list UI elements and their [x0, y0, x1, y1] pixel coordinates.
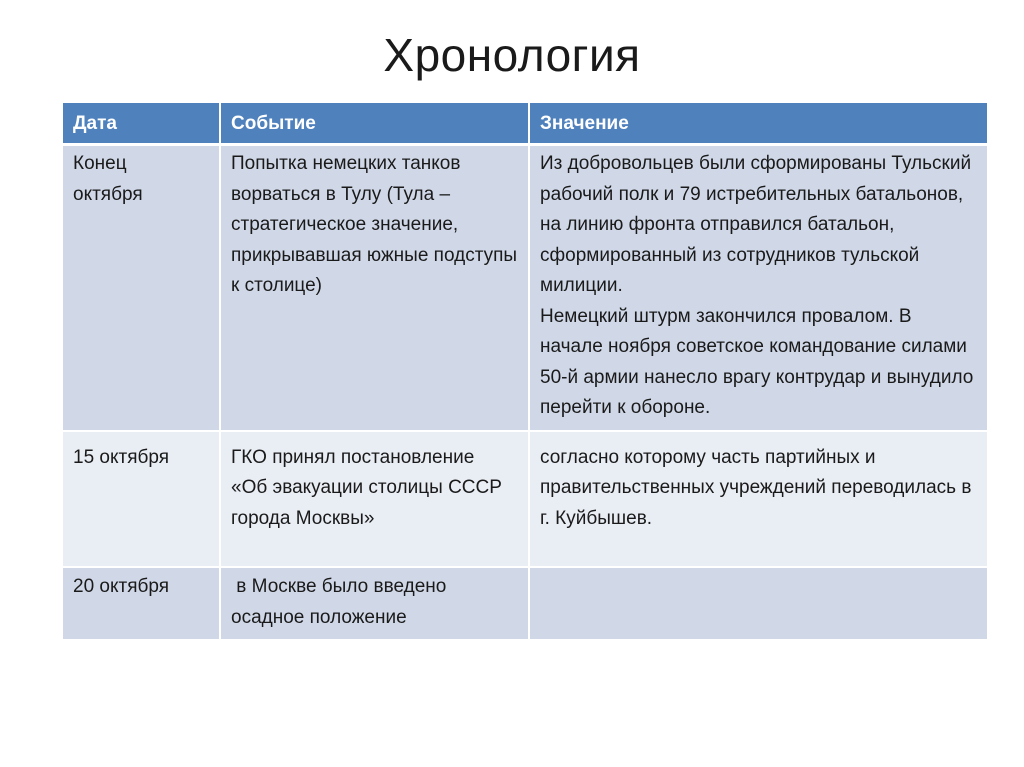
cell-meaning: согласно которому часть партийных и правительственных учреждений переводилась в г. Куйбышев. — [529, 431, 987, 568]
cell-meaning — [529, 567, 987, 640]
table-row — [63, 431, 987, 568]
header-event: Событие — [220, 103, 529, 145]
cell-date: 15 октября — [63, 431, 220, 568]
table-row — [63, 567, 987, 640]
cell-date: 20 октября — [63, 567, 220, 640]
cell-event: Попытка немецких танков ворваться в Тулу (Тула – стратегическое значение, прикрывавшая южные подступы к столице) — [220, 145, 529, 431]
chronology-table — [63, 103, 987, 641]
table-row — [63, 145, 987, 431]
header-date: Дата — [63, 103, 220, 145]
cell-date-text: Конец октября — [73, 153, 143, 205]
cell-event: в Москве было введено осадное положение — [220, 567, 529, 640]
table-header-row — [63, 103, 987, 145]
cell-meaning: Из добровольцев были сформированы Тульский рабочий полк и 79 истребительных батальонов, на линию фронта отправился батальон, сформированный из сотрудников тульской милиции. Немецкий штурм закончился провалом. В начале ноября советское командование силами 50-й армии нанесло врагу контрудар и вынудило перейти к обороне. — [529, 145, 987, 431]
page-title: Хронология — [383, 29, 641, 81]
cell-date — [63, 145, 220, 431]
header-meaning: Значение — [529, 103, 987, 145]
cell-event: ГКО принял постановление «Об эвакуации столицы СССР города Москвы» — [220, 431, 529, 568]
